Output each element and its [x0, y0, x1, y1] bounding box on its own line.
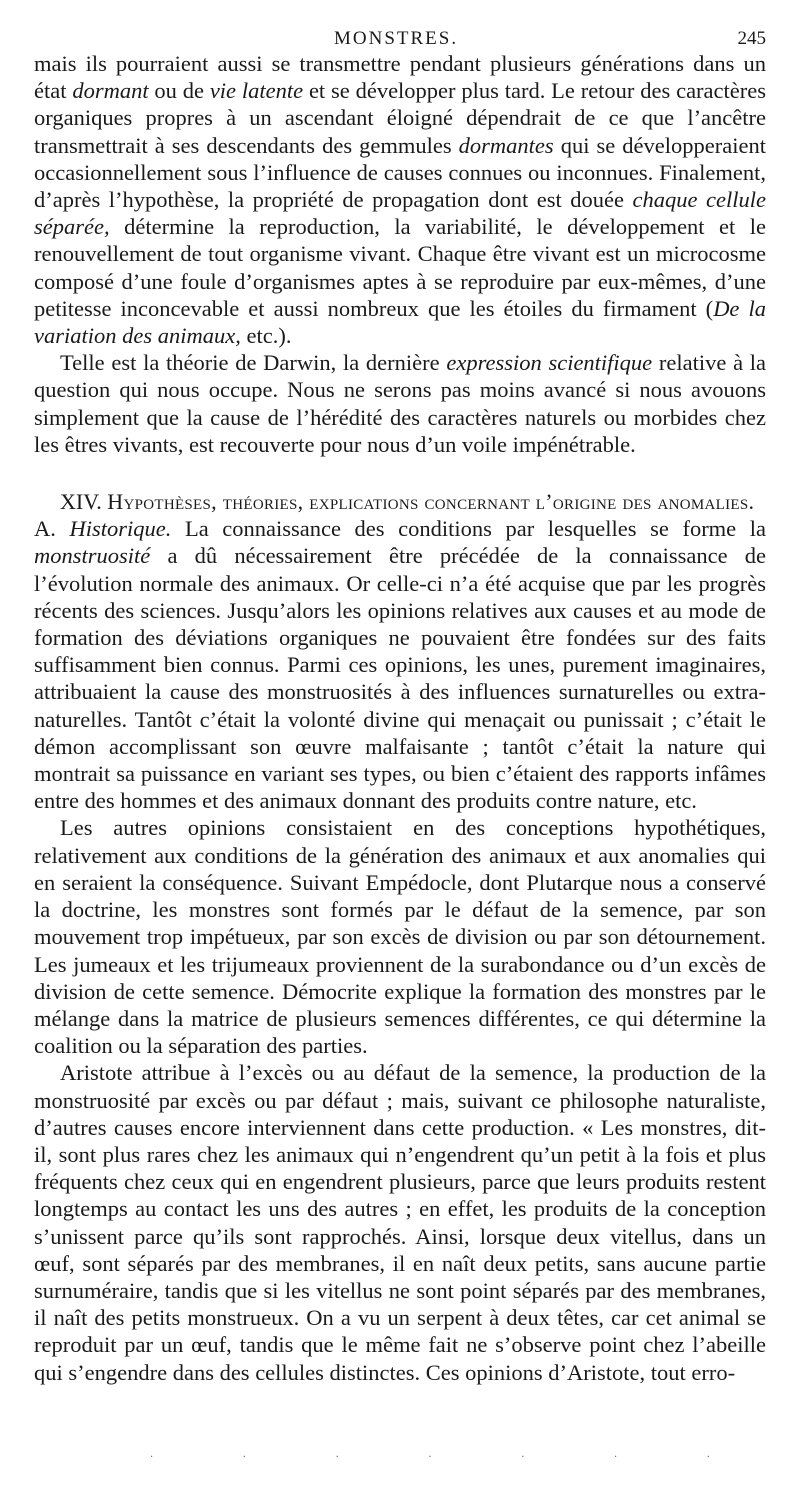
dot: · — [150, 1452, 154, 1463]
page-number: 245 — [737, 28, 766, 49]
text-run: mais ils pourraient aussi se transmettre pendant plusieurs générations dans un état — [34, 51, 766, 104]
section-title: Hypothèses, théories, explications concernant l’origine des anomalies. — [107, 489, 755, 515]
dot: · — [335, 1452, 339, 1463]
paragraph-empedocle: Les autres opinions consistaient en des conceptions hypothétiques, relativement aux conditions de la génération des animaux et aux anomalies qui en seraient la conséquence. Suivant Empédocle, dont Plutarque nous a conservé la doctrine, les monstres sont formés par le défaut de la semence, par son mouvement trop impétueux, par son excès de division ou par son détournement. Les jumeaux et les trijumeaux proviennent de la surabondance ou d’un excès de division de cette semence. Démocrite explique la formation des monstres par le mélange dans la matrice de plusieurs semences différentes, ce qui détermine la coalition ou la séparation des parties. — [34, 815, 766, 1059]
italic-run: monstruosité — [34, 543, 151, 569]
text-run: qui se développeraient occasionnellement sous l’influence de causes connues ou inconnues. Finalement, d’après l’hypothèse, la propriété de propagation dont est douée — [34, 132, 766, 213]
paragraph-darwin-theory — [34, 349, 766, 458]
dot: · — [521, 1452, 525, 1463]
italic-run: expression scientifique — [446, 350, 653, 376]
text-run: et se développer plus tard. Le retour des caractères organiques propres à un ascendant éloigné dépendrait de ce que l’ancêtre transmettrait à ses descendants des gemmules — [34, 78, 766, 158]
text-run: etc.). — [240, 323, 292, 349]
paragraph-historique — [34, 515, 766, 814]
dot: · — [706, 1452, 710, 1463]
section-number: XIV. — [60, 489, 102, 515]
dot: · — [428, 1452, 432, 1463]
subsection-label: A. — [34, 516, 70, 542]
book-page — [34, 0, 766, 1386]
footer-dots — [150, 1452, 710, 1463]
text-run: relative à la question qui nous occupe. Nous ne serons pas moins avancé si nous avouons simplement que la cause de l’hérédité des caractères naturels ou morbides chez les êtres vivants, est recouverte pour nous d’un voile impénétrable. — [34, 350, 767, 457]
italic-run: dormantes — [458, 132, 554, 158]
italic-run: De la variation des animaux, — [34, 295, 766, 349]
text-run: Telle est la théorie de Darwin, la dernière — [60, 350, 447, 376]
subsection-title: Historique. — [69, 516, 172, 542]
italic-run: dormant — [72, 78, 149, 104]
paragraph-continued — [34, 50, 766, 349]
text-run: ou de — [148, 78, 210, 104]
text-run: La connaissance des conditions par lesquelles se forme la — [171, 516, 766, 542]
dot: · — [242, 1452, 246, 1463]
section-gap — [34, 458, 766, 488]
text-run: a dû nécessairement être précédée de la connaissance de l’évolution normale des animaux. Or celle-ci n’a été acquise que par les progrès récents des sciences. Jusqu’alors les opinions relatives aux causes et au mode de formation des déviations organiques ne pouvaient être fondées sur des faits suffisamment bien connus. Parmi ces opinions, les unes, purement imaginaires, attribuaient la cause des monstruosités à des influences surnaturelles ou extra-naturelles. Tantôt c’était la volonté divine qui menaçait ou punissait ; c’était le démon accomplissant son œuvre malfaisante ; tantôt c’était la nature qui montrait sa puissance en variant ses types, ou bien c’étaient des rapports infâmes entre des hommes et des animaux donnant des produits contre nature, etc. — [34, 543, 766, 814]
running-head — [34, 0, 766, 50]
dot: · — [613, 1452, 618, 1463]
body-text — [34, 50, 766, 1386]
text-run: détermine la reproduction, la variabilité, le développement et le renouvellement de tout organisme vivant. Chaque être vivant est un microcosme composé d’une foule d’organismes aptes à se reproduire par eux-mêmes, d’une petitesse inconcevable et aussi nombreux que les étoiles du firmament ( — [34, 214, 766, 321]
paragraph-aristote: Aristote attribue à l’excès ou au défaut de la semence, la production de la monstruosité par excès ou par défaut ; mais, suivant ce philosophe naturaliste, d’autres causes encore interviennent dans cette production. « Les monstres, dit-il, sont plus rares chez les animaux qui n’engendrent qu’un petit à la fois et plus fréquents chez ceux qui en engendrent plusieurs, parce que leurs produits restent longtemps au contact les uns des autres ; en effet, les produits de la conception s’unissent parce qu’ils sont rapprochés. Ainsi, lorsque deux vitellus, dans un œuf, sont séparés par des membranes, il en naît deux petits, sans aucune partie surnuméraire, tandis que si les vitellus ne sont point séparés par des membranes, il naît des petits monstrueux. On a vu un serpent à deux têtes, car cet animal se reproduit par un œuf, tandis que le même fait ne s’observe point chez l’abeille qui s’engendre dans des cellules distinctes. Ces opinions d’Aristote, tout erro- — [34, 1060, 766, 1385]
italic-run: chaque cellule séparée, — [34, 187, 767, 240]
italic-run: vie latente — [209, 78, 304, 104]
running-title: MONSTRES. — [334, 28, 459, 49]
section-heading — [34, 488, 766, 515]
